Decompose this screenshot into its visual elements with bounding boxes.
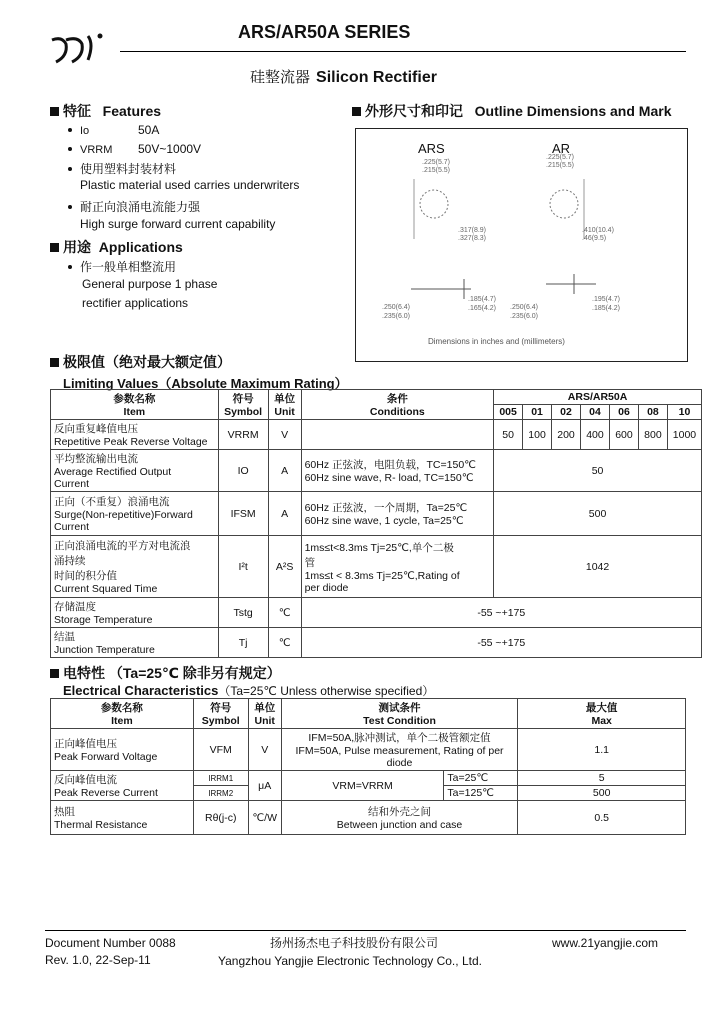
table-row-tstg	[51, 598, 702, 628]
table-header-row	[51, 699, 686, 729]
grade-cell: 04	[581, 405, 610, 420]
col-unit	[248, 699, 281, 729]
symbol-cell: Tstg	[218, 598, 268, 628]
item-cell	[51, 801, 194, 835]
ars-dim-2: .215(5.5)	[422, 167, 451, 174]
item-cn: 反向峰值电流	[54, 774, 117, 786]
grade-cell: 08	[638, 405, 667, 420]
symbol-cell: Rθ(j-c)	[193, 801, 248, 835]
limits-heading-en: Limiting Values（Absolute Maximum Rating）	[63, 376, 348, 391]
col-symbol	[193, 699, 248, 729]
feature-item1-cn-text: 使用塑料封装材料	[80, 162, 177, 176]
col-cond-cn: 测试条件	[378, 702, 421, 714]
conditions-cell	[301, 450, 494, 492]
item-cn: 正向（不重复）浪涌电流	[54, 496, 170, 508]
col-cond-en: Test Condition	[363, 715, 436, 727]
feature-item1-cn	[68, 160, 176, 177]
table-row-vfm	[51, 729, 686, 771]
cond-cn: 结和外壳之间	[368, 806, 432, 818]
symbol-cell: VFM	[193, 729, 248, 771]
col-unit-cn: 单位	[254, 702, 276, 714]
grade-cell: 10	[667, 405, 701, 420]
item-cell	[51, 771, 194, 801]
electrical-heading-en: Electrical Characteristics	[63, 683, 219, 698]
item-cn: 平均整流输出电流	[54, 453, 138, 465]
item-en: Current Squared Time	[54, 583, 158, 595]
value-cell: 500	[494, 492, 702, 536]
limits-heading-cn-line	[50, 352, 231, 372]
col-max-cn: 最大值	[585, 702, 618, 714]
item-en: Thermal Resistance	[54, 819, 148, 831]
revision: Rev. 1.0, 22-Sep-11	[45, 953, 151, 967]
item-cn: 正向峰值电压	[54, 738, 117, 750]
electrical-heading-cn-line	[50, 663, 281, 683]
cond-cn: 60Hz 正弦波，一个周期，Ta=25℃	[304, 502, 468, 514]
item-cell	[51, 628, 219, 658]
document-title: ARS/AR50A SERIES	[238, 22, 411, 42]
col-symbol	[218, 390, 268, 420]
item-cell	[51, 492, 219, 536]
col-max	[518, 699, 686, 729]
ar-dim-3: .410(10.4)	[582, 227, 614, 234]
value-cell: -55 ~+175	[301, 628, 701, 658]
col-item-en: Item	[111, 715, 133, 727]
grade-cell: 005	[494, 405, 523, 420]
value-cell: 1.1	[518, 729, 686, 771]
application-item-cn-text: 作一般单相整流用	[80, 260, 177, 274]
item-en: Storage Temperature	[54, 614, 153, 626]
cond-en: 1ms≤t < 8.3ms Tj=25℃,Rating of	[304, 569, 460, 582]
item-cn: 结温	[54, 631, 75, 643]
value-cell: 500	[518, 786, 686, 801]
col-unit-en: Unit	[274, 406, 295, 418]
unit-cell: ℃/W	[248, 801, 281, 835]
feature-io	[68, 123, 159, 137]
unit-cell: A	[268, 492, 301, 536]
col-symbol-cn: 符号	[210, 702, 232, 714]
application-item-en-1: General purpose 1 phase	[82, 277, 218, 291]
item-en: Peak Reverse Current	[54, 787, 158, 799]
item-cell	[51, 420, 219, 450]
feature-item2-cn-text: 耐正向浪涌电流能力强	[80, 200, 201, 214]
table-header-row	[51, 390, 702, 405]
value-cell: 5	[518, 771, 686, 786]
outline-heading-cn: 外形尺寸和印记	[365, 103, 463, 119]
applications-heading-en: Applications	[98, 239, 183, 255]
cond-en: 60Hz sine wave, R- load, TC=150℃	[304, 472, 474, 484]
symbol-cell: VRRM	[218, 420, 268, 450]
unit-cell: A	[268, 450, 301, 492]
ar-dim-5: .250(6.4)	[510, 304, 539, 311]
bullet-icon	[68, 167, 72, 171]
vrrm-label: VRRM	[80, 144, 113, 156]
grade-cell: 06	[609, 405, 638, 420]
value-cell: 1042	[494, 536, 702, 598]
subtitle-cn: 硅整流器	[250, 68, 311, 86]
col-symbol-en: Symbol	[224, 406, 263, 418]
symbol-cell: IO	[218, 450, 268, 492]
item-cn: 热阻	[54, 806, 75, 818]
table-row-io	[51, 450, 702, 492]
grade-cell: 01	[523, 405, 552, 420]
outline-heading-en: Outline Dimensions and Mark	[474, 103, 672, 119]
conditions-cell	[301, 420, 494, 450]
item-cn: 存储温度	[54, 601, 96, 613]
dimensions-note: Dimensions in inches and (millimeters)	[428, 337, 565, 346]
ar-dim-6: .235(6.0)	[510, 313, 539, 320]
col-item-cn: 参数名称	[100, 702, 143, 714]
item-cell	[51, 450, 219, 492]
col-test-condition	[281, 699, 518, 729]
square-bullet-icon	[50, 243, 59, 252]
table-row-tj	[51, 628, 702, 658]
company-name-cn: 扬州扬杰电子科技股份有限公司	[270, 936, 439, 950]
col-unit-en: Unit	[254, 715, 275, 727]
company-name-en: Yangzhou Yangjie Electronic Technology Co., Ltd.	[218, 954, 482, 968]
series-header: ARS/AR50A	[494, 390, 702, 405]
feature-item2-en: High surge forward current capability	[80, 217, 276, 231]
features-heading-cn: 特征	[63, 103, 91, 119]
limiting-values-table	[50, 389, 702, 658]
item-cell	[51, 536, 219, 598]
item-cn: 时间的积分值	[54, 570, 117, 582]
applications-heading-cn: 用途	[63, 239, 91, 255]
symbol-cell: IFSM	[218, 492, 268, 536]
col-item	[51, 699, 194, 729]
electrical-characteristics-table	[50, 698, 686, 835]
ta-cell: Ta=125℃	[444, 786, 518, 801]
symbol-cell: Tj	[218, 628, 268, 658]
unit-cell: V	[268, 420, 301, 450]
col-item	[51, 390, 219, 420]
ar-dim-4: .46(9.5)	[582, 235, 607, 242]
table-row-rth	[51, 801, 686, 835]
col-symbol-en: Symbol	[201, 715, 240, 727]
vrrm-value: 50V~1000V	[138, 142, 202, 156]
grade-cell: 02	[552, 405, 581, 420]
symbol-cell: IRRM1	[193, 771, 248, 786]
square-bullet-icon	[50, 358, 59, 367]
cond-en: IFM=50A, Pulse measurement, Rating of per diode	[295, 745, 504, 769]
col-cond-cn: 条件	[386, 393, 408, 405]
value-cell: 0.5	[518, 801, 686, 835]
col-symbol-cn: 符号	[232, 393, 254, 405]
value-cell: 400	[581, 420, 610, 450]
company-logo	[48, 30, 118, 66]
io-label: Io	[80, 125, 90, 137]
col-max-en: Max	[591, 715, 612, 727]
feature-vrrm	[68, 142, 201, 156]
ars-dim-7: .185(4.7)	[468, 296, 497, 303]
ar-dim-8: .185(4.2)	[592, 305, 621, 312]
conditions-cell	[281, 801, 518, 835]
ars-dim-5: .250(6.4)	[382, 304, 411, 311]
col-unit	[268, 390, 301, 420]
cond-cn: IFM=50A,脉冲测试，单个二极管额定值	[308, 732, 491, 744]
unit-cell: ℃	[268, 598, 301, 628]
unit-cell: A²S	[268, 536, 301, 598]
outline-drawing-box	[355, 128, 688, 362]
ar-label: AR	[552, 141, 571, 156]
conditions-cell	[301, 492, 494, 536]
applications-heading	[50, 237, 183, 257]
unit-cell: ℃	[268, 628, 301, 658]
value-cell: 100	[523, 420, 552, 450]
outline-heading	[352, 101, 672, 121]
application-item-en-2: rectifier applications	[82, 296, 189, 310]
value-cell: -55 ~+175	[301, 598, 701, 628]
feature-item1-en: Plastic material used carries underwriters	[80, 178, 300, 192]
ta-cell: Ta=25℃	[444, 771, 518, 786]
item-en: Surge(Non-repetitive)Forward	[54, 509, 193, 521]
cond-en: Between junction and case	[336, 819, 463, 831]
features-heading	[50, 101, 161, 121]
table-row-irrm1	[51, 771, 686, 786]
cond-cn: 管	[304, 556, 316, 569]
cond-cn: 1ms≤t<8.3ms Tj=25℃,单个二极	[304, 541, 454, 554]
electrical-heading-en-line	[63, 682, 434, 699]
col-unit-cn: 单位	[274, 393, 296, 405]
table-row-i2t	[51, 536, 702, 598]
item-cell	[51, 729, 194, 771]
cond-cn: 60Hz 正弦波，电阻负载，TC=150℃	[304, 459, 476, 471]
cond-en: per diode	[304, 581, 349, 594]
conditions-cell	[301, 536, 494, 598]
col-item-en: Item	[123, 406, 146, 418]
item-cell	[51, 598, 219, 628]
ar-dim-7: .195(4.7)	[592, 296, 621, 303]
bullet-icon	[68, 265, 72, 269]
product-subtitle	[250, 66, 437, 87]
symbol-cell: IRRM2	[193, 786, 248, 801]
application-item-cn	[68, 258, 176, 275]
ars-dim-4: .327(8.3)	[458, 235, 487, 242]
item-en: Current	[54, 478, 90, 490]
bullet-icon	[68, 147, 72, 151]
col-cond-en: Conditions	[369, 406, 425, 418]
limits-heading-cn: 极限值（绝对最大额定值）	[63, 354, 231, 370]
square-bullet-icon	[352, 107, 361, 116]
ars-dim-6: .235(6.0)	[382, 313, 411, 320]
item-cn: 涌持续	[54, 555, 86, 567]
table-row-ifsm	[51, 492, 702, 536]
value-cell: 200	[552, 420, 581, 450]
features-heading-en: Features	[102, 103, 162, 119]
item-cn: 反向重复峰值电压	[54, 423, 138, 435]
col-item-cn: 参数名称	[113, 393, 156, 405]
table-row-vrrm	[51, 420, 702, 450]
website-link[interactable]: www.21yangjie.com	[552, 936, 659, 950]
ars-label: ARS	[418, 141, 445, 156]
ars-dim-3: .317(8.9)	[458, 227, 487, 234]
subtitle-en: Silicon Rectifier	[316, 69, 437, 86]
unit-cell: μA	[248, 771, 281, 801]
unit-cell: V	[248, 729, 281, 771]
col-conditions	[301, 390, 494, 420]
value-cell: 600	[609, 420, 638, 450]
document-number: Document Number 0088	[45, 936, 176, 950]
conditions-cell	[281, 729, 518, 771]
item-en: Junction Temperature	[54, 644, 155, 656]
ars-dim-1: .225(5.7)	[422, 159, 451, 166]
item-en: Peak Forward Voltage	[54, 751, 158, 763]
item-en: Current	[54, 521, 90, 533]
electrical-heading-cn: 电特性 （Ta=25℃ 除非另有规定）	[63, 665, 281, 681]
cond-en: 60Hz sine wave, 1 cycle, Ta=25℃	[304, 515, 464, 527]
item-en: Average Rectified Output	[54, 466, 172, 478]
ars-dim-8: .165(4.2)	[468, 305, 497, 312]
value-cell: 800	[638, 420, 667, 450]
feature-item2-cn	[68, 198, 200, 215]
symbol-cell: I²t	[218, 536, 268, 598]
bullet-icon	[68, 128, 72, 132]
value-cell: 50	[494, 450, 702, 492]
ar-dim-1: .225(5.7)	[546, 154, 575, 161]
item-en: Repetitive Peak Reverse Voltage	[54, 436, 208, 448]
ar-dim-2: .215(5.5)	[546, 162, 575, 169]
item-cn: 正向浪涌电流的平方对电流浪	[54, 540, 191, 552]
bullet-icon	[68, 205, 72, 209]
conditions-cell: VRM=VRRM	[281, 771, 444, 801]
value-cell: 1000	[667, 420, 701, 450]
square-bullet-icon	[50, 669, 59, 678]
header-rule	[120, 51, 686, 52]
square-bullet-icon	[50, 107, 59, 116]
value-cell: 50	[494, 420, 523, 450]
io-value: 50A	[138, 123, 160, 137]
footer-rule	[45, 930, 686, 931]
electrical-heading-note: （Ta=25℃ Unless otherwise specified）	[218, 684, 435, 698]
